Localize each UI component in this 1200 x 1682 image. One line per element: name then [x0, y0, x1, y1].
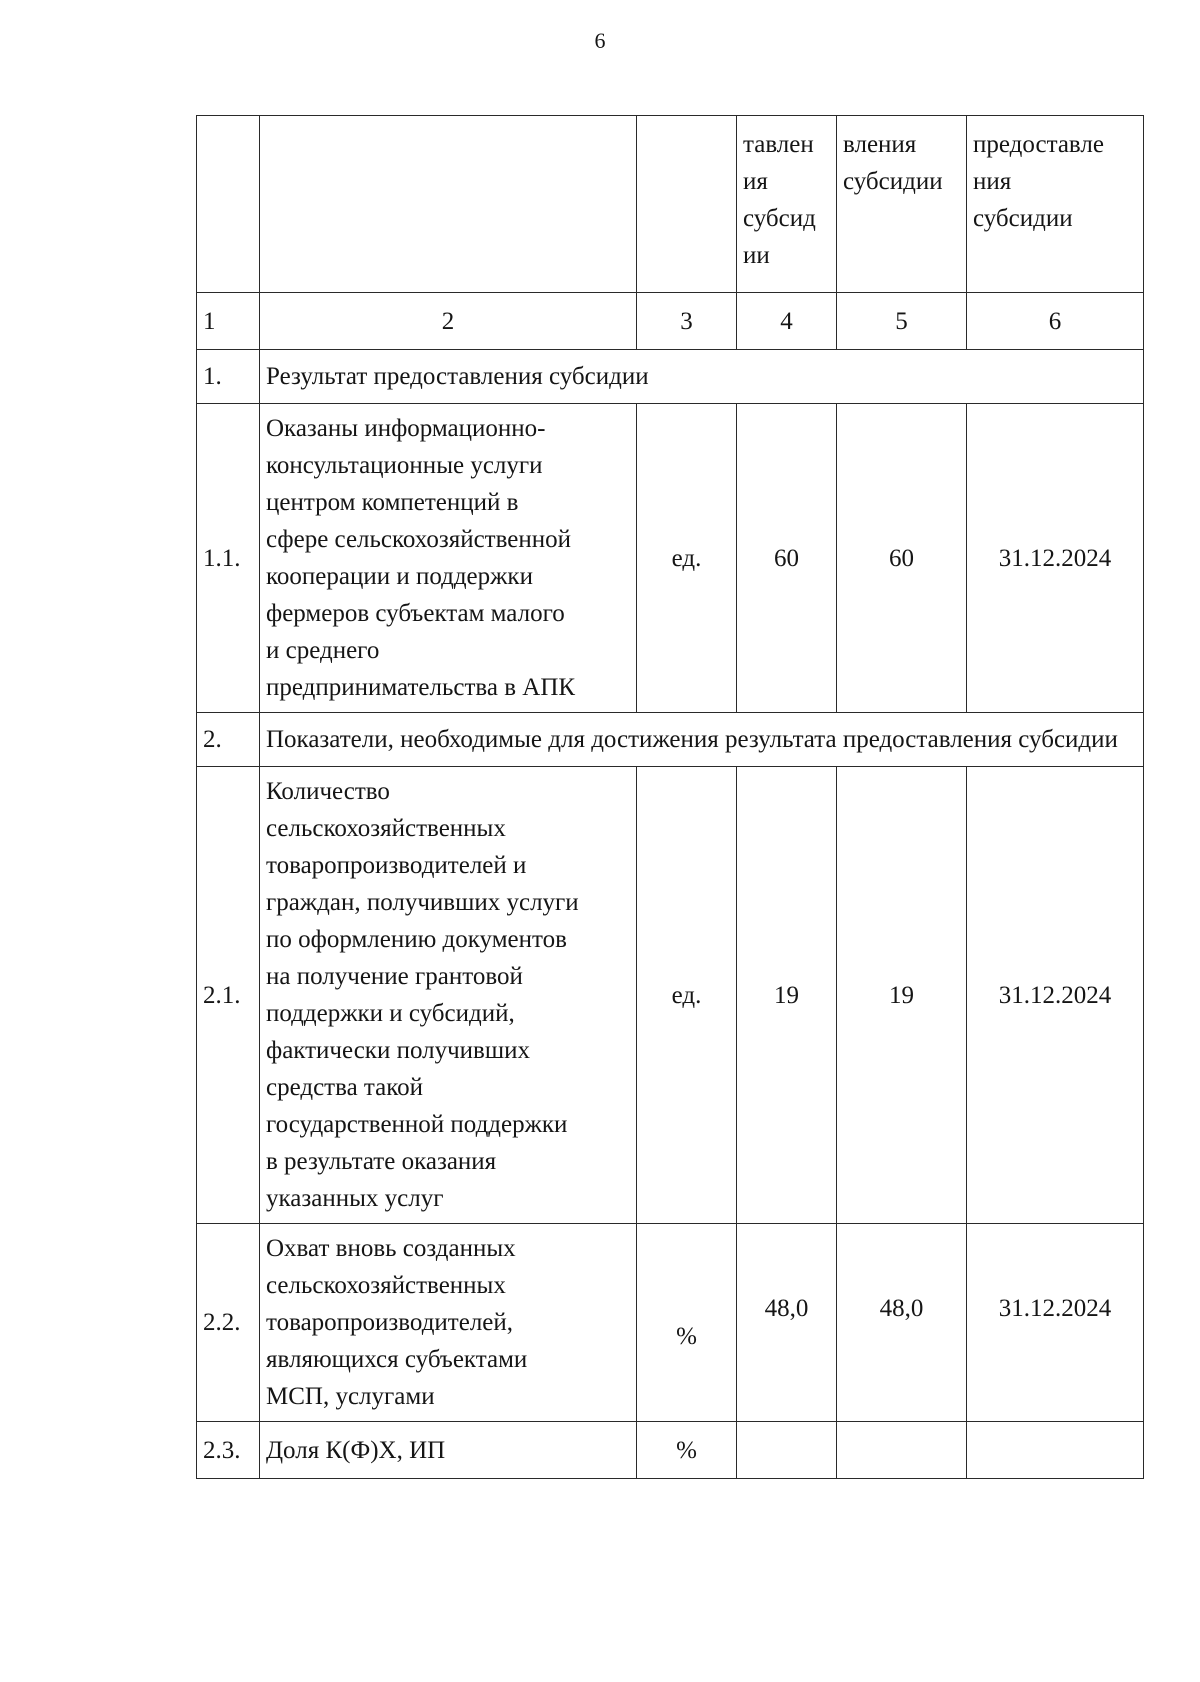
row-2-3-unit: % [637, 1422, 737, 1479]
row-2-2-value-4: 48,0 [737, 1224, 837, 1422]
row-1-1-unit: ед. [637, 404, 737, 713]
row-2-3-value-4 [737, 1422, 837, 1479]
row-2-3-description: Доля К(Ф)Х, ИП [260, 1422, 637, 1479]
row-2-2-description: Охват вновь созданных сельскохозяйственных товаропроизводителей, являющихся субъектами МСП, услугами [260, 1224, 637, 1422]
row-2-1-value-5: 19 [837, 767, 967, 1224]
row-1-1-number: 1.1. [197, 404, 260, 713]
row-2-1-number: 2.1. [197, 767, 260, 1224]
section-2-number: 2. [197, 713, 260, 767]
column-number-2: 2 [260, 293, 637, 350]
section-2-title: Показатели, необходимые для достижения результата предоставления субсидии [260, 713, 1144, 767]
row-1-1-value-4: 60 [737, 404, 837, 713]
section-2-row [197, 713, 1144, 767]
header-continuation-row [197, 116, 1144, 293]
page-number: 6 [594, 28, 606, 53]
row-2-2-number: 2.2. [197, 1224, 260, 1422]
row-2-1-description: Количество сельскохозяйственных товаропроизводителей и граждан, получивших услуги по оформлению документов на получение грантовой поддержки и субсидий, фактически получивших средства такой государственной поддержки в результате оказания указанных услуг [260, 767, 637, 1224]
header-cell-1 [197, 116, 260, 293]
indicators-table [196, 115, 1144, 1479]
row-1-1-date: 31.12.2024 [967, 404, 1144, 713]
section-1-title: Результат предоставления субсидии [260, 350, 1144, 404]
header-cell-2 [260, 116, 637, 293]
column-number-5: 5 [837, 293, 967, 350]
row-2-1-unit: ед. [637, 767, 737, 1224]
header-cell-4: тавлен ия субсид ии [737, 116, 837, 293]
row-2-1-date: 31.12.2024 [967, 767, 1144, 1224]
column-number-1: 1 [197, 293, 260, 350]
row-2-3-value-5 [837, 1422, 967, 1479]
column-numbers-row [197, 293, 1144, 350]
row-2-2-unit: % [637, 1224, 737, 1422]
row-2-2-value-5: 48,0 [837, 1224, 967, 1422]
header-cell-5: вления субсидии [837, 116, 967, 293]
column-number-6: 6 [967, 293, 1144, 350]
row-1-1-value-5: 60 [837, 404, 967, 713]
header-cell-3 [637, 116, 737, 293]
row-2-1-value-4: 19 [737, 767, 837, 1224]
header-cell-6: предоставле ния субсидии [967, 116, 1144, 293]
section-1-row [197, 350, 1144, 404]
row-2-3-date [967, 1422, 1144, 1479]
row-2-2-date: 31.12.2024 [967, 1224, 1144, 1422]
column-number-3: 3 [637, 293, 737, 350]
row-1-1 [197, 404, 1144, 713]
section-1-number: 1. [197, 350, 260, 404]
row-1-1-description: Оказаны информационно- консультационные услуги центром компетенций в сфере сельскохозяйственной кооперации и поддержки фермеров субъектам малого и среднего предпринимательства в АПК [260, 404, 637, 713]
row-2-1 [197, 767, 1144, 1224]
row-2-3-number: 2.3. [197, 1422, 260, 1479]
row-2-3 [197, 1422, 1144, 1479]
column-number-4: 4 [737, 293, 837, 350]
row-2-2 [197, 1224, 1144, 1422]
